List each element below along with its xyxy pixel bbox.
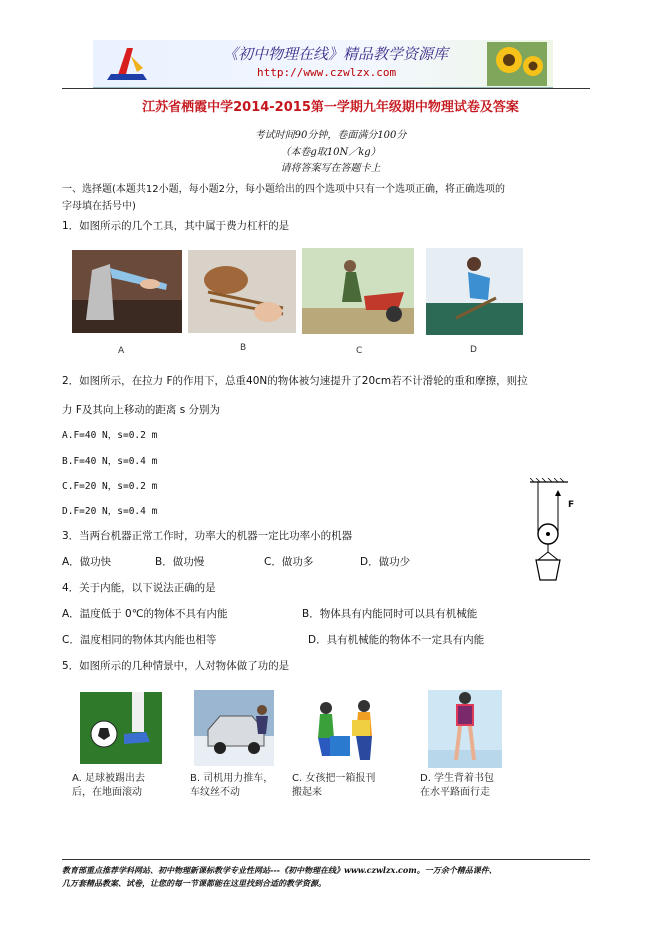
footer-line1: 教育部重点推荐学科网站、初中物理新课标教学专业性网站---《初中物理在线》www.czwlzx.com。一万余个精品课件、: [62, 865, 497, 875]
q5-caption-c-line1: C. 女孩把一箱报刊: [292, 773, 376, 784]
q1-label-b: B: [240, 343, 247, 353]
q1-image-b: [188, 250, 296, 333]
footer-rule: [62, 859, 590, 860]
q1-image-a: [72, 250, 182, 333]
q1-label-a: A: [118, 346, 125, 356]
q3-option-b: B．做功慢: [155, 556, 205, 568]
q4-option-a: A．温度低于 0℃的物体不具有内能: [62, 608, 228, 620]
q2-option-a: A.F=40 N，s=0.2 m: [62, 430, 158, 441]
q1-label-d: D: [470, 345, 477, 355]
q5-stem: 5．如图所示的几种情景中，人对物体做了功的是: [62, 660, 290, 672]
q1-stem: 1．如图所示的几个工具，其中属于费力杠杆的是: [62, 220, 290, 232]
q5-caption-c-line2: 搬起来: [292, 787, 322, 798]
site-logo-icon: [97, 44, 157, 84]
q1-image-d: [426, 248, 523, 335]
banner-url[interactable]: http://www.czwlzx.com: [257, 66, 397, 79]
q2-option-c: C.F=20 N，s=0.2 m: [62, 481, 158, 492]
section-instructions-line1: 一、选择题(本题共12小题，每小题2分，每小题给出的四个选项中只有一个选项正确，将正确选项的: [62, 184, 505, 195]
q3-stem: 3．当两台机器正常工作时，功率大的机器一定比功率小的机器: [62, 530, 353, 542]
q2-option-b: B.F=40 N，s=0.4 m: [62, 456, 158, 467]
q2-stem-line1: 2．如图所示，在拉力 F的作用下，总重40N的物体被匀速提升了20cm若不计滑轮的重和摩擦，则拉: [62, 375, 528, 387]
q3-option-a: A．做功快: [62, 556, 112, 568]
q4-option-b: B．物体具有内能同时可以具有机械能: [302, 608, 478, 620]
q5-caption-b-line2: 车纹丝不动: [190, 787, 240, 798]
footer: [62, 864, 602, 890]
q5-caption-a: [72, 772, 145, 800]
q4-option-c: C．温度相同的物体其内能也相等: [62, 634, 217, 646]
q5-image-d: [428, 690, 502, 768]
q5-caption-d-line1: D. 学生背着书包: [420, 773, 495, 784]
q5-caption-c: [292, 772, 375, 800]
section-instructions-line2: 字母填在括号中): [62, 201, 136, 212]
q5-image-b: [194, 690, 274, 766]
document-title: 江苏省栖霞中学2014-2015第一学期九年级期中物理试卷及答案: [142, 100, 519, 115]
pulley-force-label: F: [568, 500, 575, 510]
banner-title: 《初中物理在线》精品教学资源库: [223, 45, 449, 63]
q5-caption-d: [420, 772, 494, 800]
exam-info-time: 考试时间90分钟，卷面满分100分: [254, 130, 407, 141]
q3-option-d: D．做功少: [360, 556, 411, 568]
q5-caption-b: [190, 772, 273, 800]
movable-pulley-diagram: [528, 478, 588, 584]
header-rule: [62, 88, 590, 89]
q5-image-a: [80, 692, 162, 764]
q2-option-d: D.F=20 N，s=0.4 m: [62, 506, 158, 517]
q1-image-c: [302, 248, 414, 334]
q5-caption-b-line1: B. 司机用力推车，: [190, 773, 274, 784]
sunflower-icon: [487, 42, 547, 86]
q3-option-c: C．做功多: [264, 556, 314, 568]
site-banner: [93, 40, 553, 88]
q4-option-d: D．具有机械能的物体不一定具有内能: [308, 634, 485, 646]
q1-label-c: C: [356, 346, 363, 356]
footer-line2: 几万套精品教案、试卷，让您的每一节课都能在这里找到合适的教学资源。: [62, 878, 326, 888]
exam-info-g: （本卷g取10N／kg）: [280, 147, 381, 158]
q4-stem: 4．关于内能，以下说法正确的是: [62, 582, 216, 594]
q5-caption-d-line2: 在水平路面行走: [420, 787, 490, 798]
q5-caption-a-line1: A. 足球被踢出去: [72, 773, 146, 784]
q2-stem-line2: 力 F及其向上移动的距离 s 分别为: [62, 404, 221, 416]
q5-image-c: [300, 694, 388, 768]
pulley-figure: [528, 478, 588, 584]
q5-caption-a-line2: 后，在地面滚动: [72, 787, 142, 798]
exam-info-answer: 请将答案写在答题卡上: [280, 163, 381, 174]
